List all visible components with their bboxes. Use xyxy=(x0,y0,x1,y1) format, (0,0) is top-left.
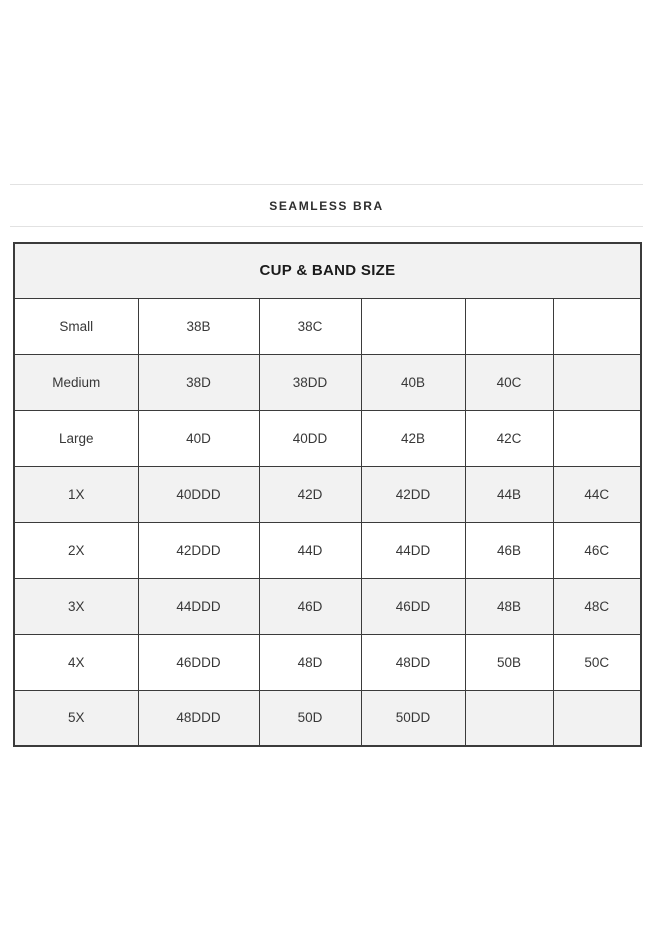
size-chart-header: CUP & BAND SIZE xyxy=(14,243,641,298)
size-cell: 40DD xyxy=(259,410,361,466)
title-divider-bottom xyxy=(10,226,643,227)
size-cell xyxy=(553,410,641,466)
size-cell: 46C xyxy=(553,522,641,578)
size-cell: 42DDD xyxy=(138,522,259,578)
size-row-label: 4X xyxy=(14,634,138,690)
size-cell: 44C xyxy=(553,466,641,522)
size-cell: 42B xyxy=(361,410,465,466)
size-row xyxy=(14,634,641,690)
size-row-label: 3X xyxy=(14,578,138,634)
size-cell xyxy=(553,354,641,410)
title-band xyxy=(0,185,653,226)
size-cell xyxy=(465,690,553,746)
top-whitespace xyxy=(0,0,653,184)
size-row-label: Medium xyxy=(14,354,138,410)
size-row-label: 2X xyxy=(14,522,138,578)
size-chart-table xyxy=(13,242,642,747)
size-cell: 48DDD xyxy=(138,690,259,746)
size-cell: 44DD xyxy=(361,522,465,578)
size-row-label: Small xyxy=(14,298,138,354)
size-row xyxy=(14,578,641,634)
size-cell: 48D xyxy=(259,634,361,690)
size-cell xyxy=(553,298,641,354)
size-cell: 44D xyxy=(259,522,361,578)
page-title: SEAMLESS BRA xyxy=(269,198,384,213)
size-cell: 50B xyxy=(465,634,553,690)
size-cell: 42D xyxy=(259,466,361,522)
size-cell: 42DD xyxy=(361,466,465,522)
size-row xyxy=(14,466,641,522)
size-cell: 38B xyxy=(138,298,259,354)
size-cell: 50DD xyxy=(361,690,465,746)
size-cell: 46D xyxy=(259,578,361,634)
size-cell: 48C xyxy=(553,578,641,634)
size-cell: 44B xyxy=(465,466,553,522)
size-cell: 38DD xyxy=(259,354,361,410)
size-chart-body xyxy=(14,298,641,746)
size-row-label: 1X xyxy=(14,466,138,522)
size-cell: 50C xyxy=(553,634,641,690)
size-cell: 46DD xyxy=(361,578,465,634)
size-cell: 50D xyxy=(259,690,361,746)
size-cell: 40D xyxy=(138,410,259,466)
size-cell: 40C xyxy=(465,354,553,410)
size-row xyxy=(14,410,641,466)
size-cell: 40B xyxy=(361,354,465,410)
size-row xyxy=(14,690,641,746)
size-chart-header-row xyxy=(14,243,641,298)
size-cell: 38D xyxy=(138,354,259,410)
size-row xyxy=(14,522,641,578)
size-row-label: 5X xyxy=(14,690,138,746)
size-cell: 48DD xyxy=(361,634,465,690)
size-row xyxy=(14,354,641,410)
size-cell: 44DDD xyxy=(138,578,259,634)
size-cell: 46B xyxy=(465,522,553,578)
size-chart-section xyxy=(13,242,640,747)
size-cell xyxy=(553,690,641,746)
size-cell: 48B xyxy=(465,578,553,634)
size-cell xyxy=(465,298,553,354)
size-cell: 38C xyxy=(259,298,361,354)
size-cell: 46DDD xyxy=(138,634,259,690)
size-cell: 40DDD xyxy=(138,466,259,522)
size-row xyxy=(14,298,641,354)
size-row-label: Large xyxy=(14,410,138,466)
size-cell: 42C xyxy=(465,410,553,466)
size-cell xyxy=(361,298,465,354)
